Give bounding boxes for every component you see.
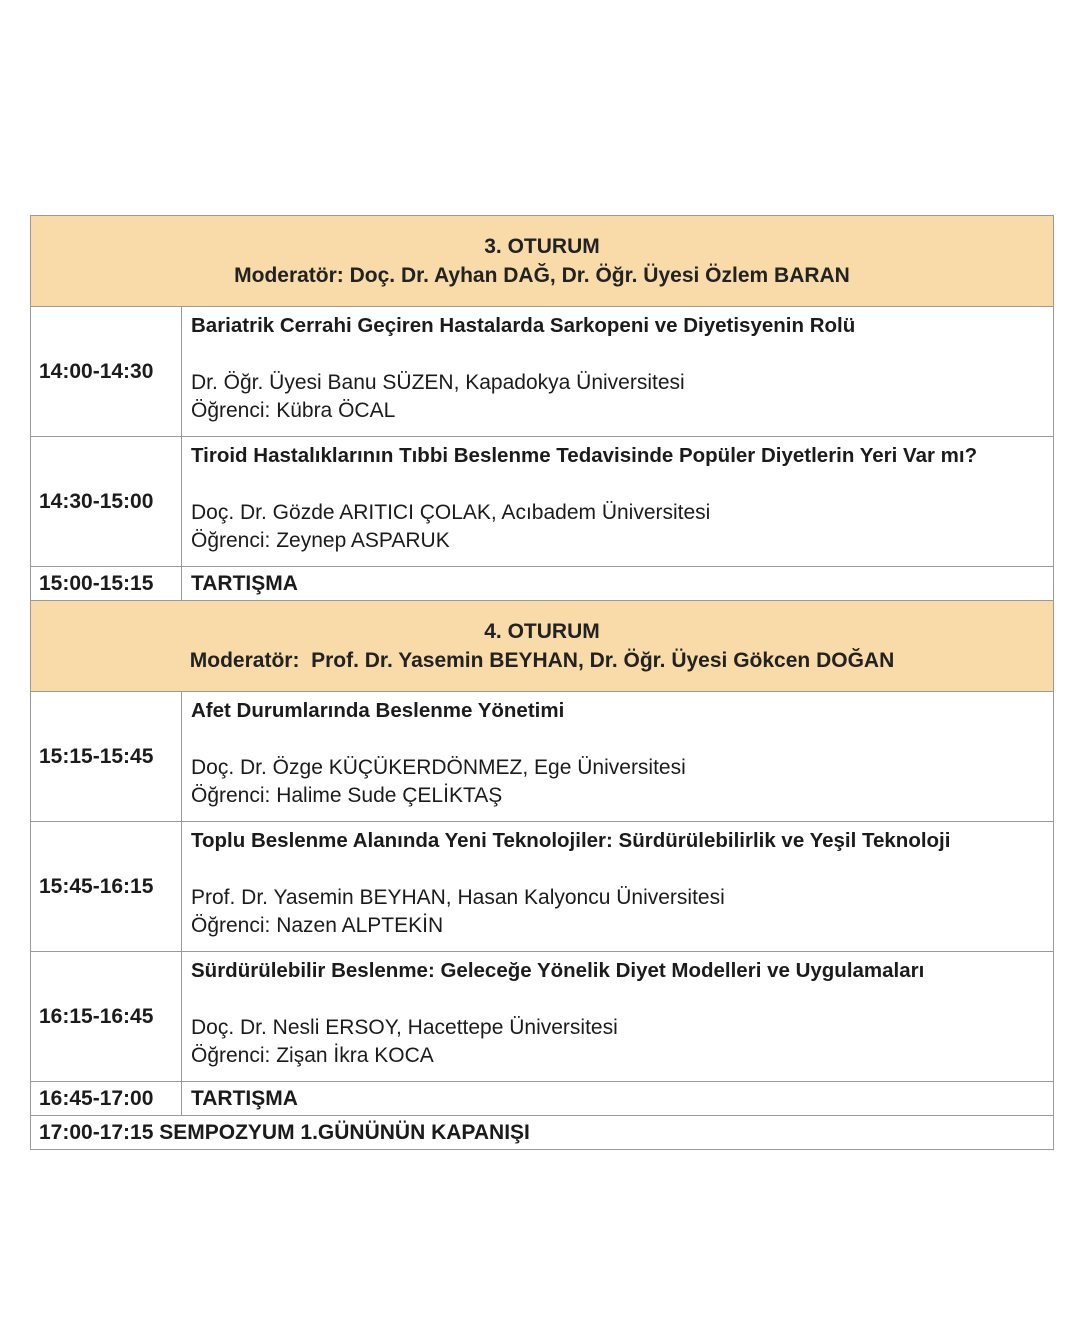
talk-cell	[182, 437, 1054, 567]
discussion-label: TARTIŞMA	[182, 567, 1054, 601]
session-moderator: Moderatör: Doç. Dr. Ayhan DAĞ, Dr. Öğr. Üyesi Özlem BARAN	[234, 264, 850, 287]
discussion-row	[31, 567, 1054, 601]
talk-time: 14:00-14:30	[31, 307, 182, 437]
talk-row	[31, 307, 1054, 437]
talk-title: Afet Durumlarında Beslenme Yönetimi	[191, 699, 565, 722]
talk-time: 16:15-16:45	[31, 952, 182, 1082]
session-moderator: Moderatör: Prof. Dr. Yasemin BEYHAN, Dr. Öğr. Üyesi Gökcen DOĞAN	[189, 649, 895, 672]
talk-row	[31, 822, 1054, 952]
talk-student: Öğrenci: Zişan İkra KOCA	[191, 1044, 434, 1067]
talk-time: 15:45-16:15	[31, 822, 182, 952]
talk-row	[31, 692, 1054, 822]
talk-speaker: Doç. Dr. Nesli ERSOY, Hacettepe Üniversitesi	[191, 1016, 618, 1039]
talk-title: Bariatrik Cerrahi Geçiren Hastalarda Sarkopeni ve Diyetisyenin Rolü	[191, 314, 856, 337]
talk-title: Tiroid Hastalıklarının Tıbbi Beslenme Tedavisinde Popüler Diyetlerin Yeri Var mı?	[191, 444, 978, 467]
talk-row	[31, 952, 1054, 1082]
session-header-cell	[31, 216, 1054, 307]
talk-speaker: Doç. Dr. Gözde ARITICI ÇOLAK, Acıbadem Üniversitesi	[191, 501, 711, 524]
talk-title: Sürdürülebilir Beslenme: Geleceğe Yönelik Diyet Modelleri ve Uygulamaları	[191, 959, 925, 982]
discussion-time: 16:45-17:00	[31, 1082, 182, 1116]
session-title: 4. OTURUM	[484, 620, 600, 643]
session-header	[31, 601, 1054, 692]
discussion-time: 15:00-15:15	[31, 567, 182, 601]
closing-row	[31, 1116, 1054, 1150]
talk-row	[31, 437, 1054, 567]
session-header-cell	[31, 601, 1054, 692]
closing-label: 17:00-17:15 SEMPOZYUM 1.GÜNÜNÜN KAPANIŞI	[31, 1116, 1054, 1150]
session-header	[31, 216, 1054, 307]
talk-speaker: Doç. Dr. Özge KÜÇÜKERDÖNMEZ, Ege Üniversitesi	[191, 756, 686, 779]
talk-time: 14:30-15:00	[31, 437, 182, 567]
talk-student: Öğrenci: Nazen ALPTEKİN	[191, 914, 444, 937]
schedule-table	[30, 215, 1054, 1150]
talk-student: Öğrenci: Kübra ÖCAL	[191, 399, 396, 422]
discussion-label: TARTIŞMA	[182, 1082, 1054, 1116]
talk-speaker: Dr. Öğr. Üyesi Banu SÜZEN, Kapadokya Üniversitesi	[191, 371, 685, 394]
talk-title: Toplu Beslenme Alanında Yeni Teknolojiler: Sürdürülebilirlik ve Yeşil Teknoloji	[191, 829, 951, 852]
talk-time: 15:15-15:45	[31, 692, 182, 822]
talk-speaker: Prof. Dr. Yasemin BEYHAN, Hasan Kalyoncu Üniversitesi	[191, 886, 725, 909]
talk-cell	[182, 952, 1054, 1082]
talk-cell	[182, 822, 1054, 952]
session-title: 3. OTURUM	[484, 235, 600, 258]
discussion-row	[31, 1082, 1054, 1116]
talk-student: Öğrenci: Halime Sude ÇELİKTAŞ	[191, 784, 503, 807]
talk-cell	[182, 692, 1054, 822]
talk-cell	[182, 307, 1054, 437]
talk-student: Öğrenci: Zeynep ASPARUK	[191, 529, 450, 552]
